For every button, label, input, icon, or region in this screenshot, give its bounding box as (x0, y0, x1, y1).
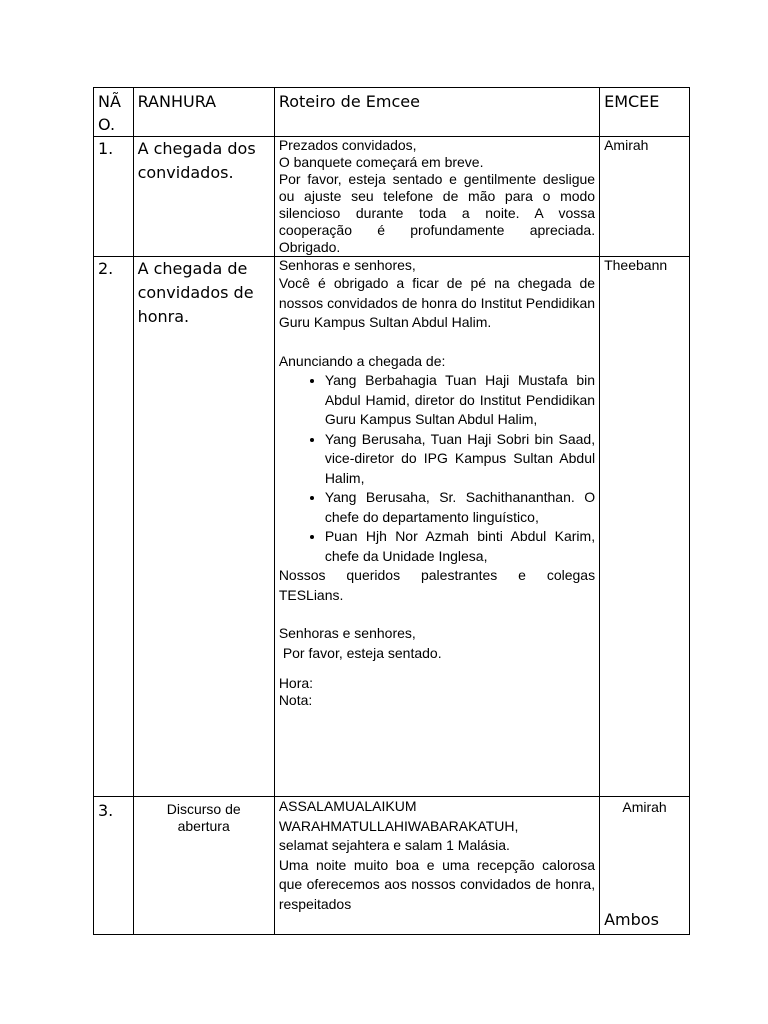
table-row (94, 137, 690, 257)
row1-script (274, 137, 599, 257)
row3-line1: ASSALAMUALAIKUM WARAHMATULLAHIWABARAKATUH, (278, 798, 519, 834)
row1-line1: Prezados convidados, (278, 137, 417, 153)
header-emcee: EMCEE (600, 88, 690, 137)
row3-slot: Discurso de abertura (133, 797, 274, 935)
row1-no: 1. (94, 137, 134, 257)
header-no: NÃ O. (94, 88, 134, 137)
guest-list (279, 371, 595, 566)
row2-time-label: Hora: (278, 675, 314, 691)
row3-line2: selamat sejahtera e salam 1 Malásia. (278, 837, 510, 853)
row1-paragraph: Por favor, esteja sentado e gentilmente desligue ou ajuste seu telefone de mão para o modo silencioso durante toda a noite. A vossa cooperação é profundamente apreciada. Obrigado. (278, 171, 596, 255)
row3-no: 3. (94, 797, 134, 935)
table-header-row (94, 88, 690, 137)
header-script: Roteiro de Emcee (274, 88, 599, 137)
list-item: • Puan Hjh Nor Azmah binti Abdul Karim, chefe da Unidade Inglesa, (325, 527, 595, 566)
row2-emcee: Theebann (600, 257, 690, 797)
header-slot: RANHURA (133, 88, 274, 137)
row2-closing: Nossos queridos palestrantes e colegas TESLians. (278, 567, 596, 603)
row1-line2: O banquete começará em breve. (278, 154, 484, 170)
row3-script (274, 797, 599, 935)
row2-greeting2: Senhoras e senhores, (278, 625, 416, 641)
row2-note-label: Nota: (278, 692, 313, 708)
row2-intro: Você é obrigado a ficar de pé na chegada de nossos convidados de honra do Institut Pendidikan Guru Kampus Sultan Abdul Halim. (278, 275, 596, 330)
row2-script (274, 257, 599, 797)
row3-emcee-cell (600, 797, 690, 935)
row3-emcee-both: Ambos (604, 910, 659, 929)
row2-no: 2. (94, 257, 134, 797)
list-item: • Yang Berusaha, Sr. Sachithananthan. O chefe do departamento linguístico, (325, 488, 595, 527)
row2-greeting: Senhoras e senhores, (278, 257, 416, 273)
table-row (94, 257, 690, 797)
row3-emcee: Amirah (622, 799, 667, 815)
emcee-script-table (93, 87, 690, 935)
list-item: • Yang Berusaha, Tuan Haji Sobri bin Saad, vice-diretor do IPG Kampus Sultan Abdul Halim, (325, 430, 595, 489)
row1-slot: A chegada dos convidados. (133, 137, 274, 257)
row1-emcee: Amirah (600, 137, 690, 257)
row2-seated: Por favor, esteja sentado. (282, 644, 442, 661)
row2-slot: A chegada de convidados de honra. (133, 257, 274, 797)
table-row (94, 797, 690, 935)
list-item: • Yang Berbahagia Tuan Haji Mustafa bin Abdul Hamid, diretor do Institut Pendidikan Guru Kampus Sultan Abdul Halim, (325, 371, 595, 430)
row2-announce: Anunciando a chegada de: (278, 352, 446, 369)
row3-paragraph: Uma noite muito boa e uma recepção calorosa que oferecemos aos nossos convidados de honra, respeitados (278, 856, 596, 912)
